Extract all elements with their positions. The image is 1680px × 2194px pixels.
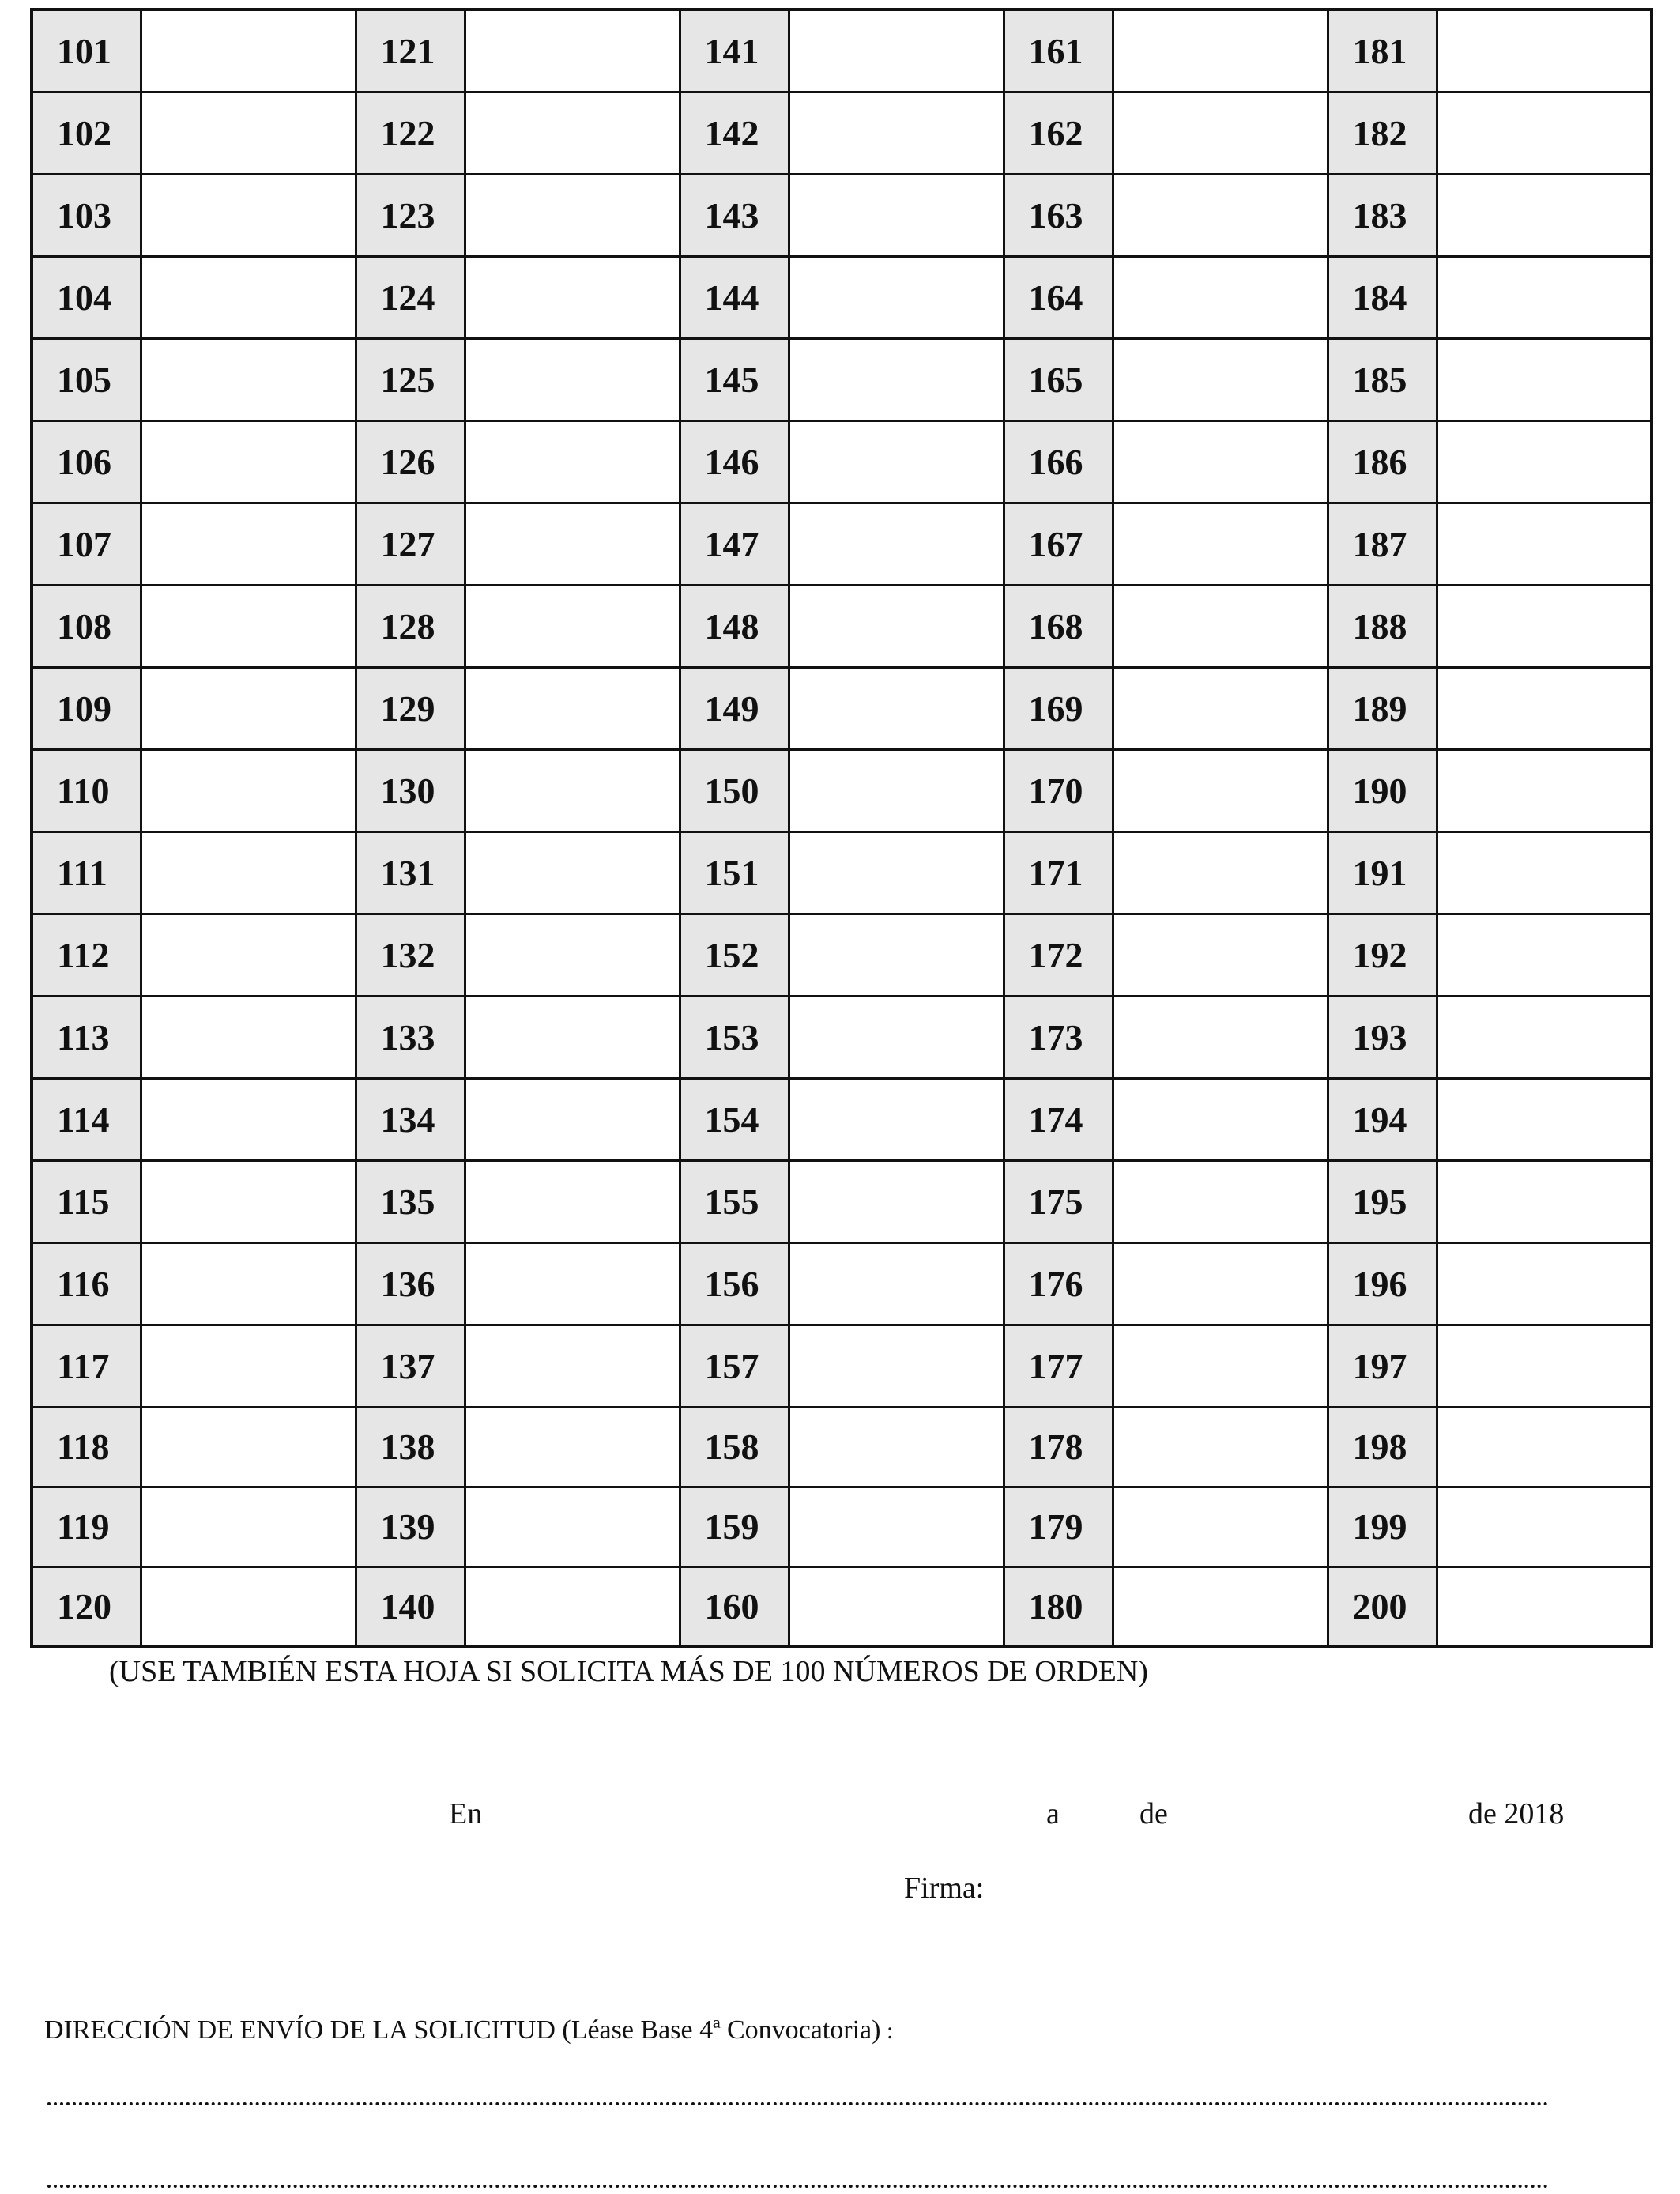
date-line-en: En: [449, 1797, 483, 1830]
order-number-cell: 138: [356, 1407, 465, 1487]
entry-cell[interactable]: [141, 92, 356, 174]
grid-row: [32, 92, 1652, 174]
order-number-cell: 104: [32, 256, 141, 338]
entry-cell[interactable]: [789, 914, 1004, 996]
order-number-cell: 191: [1328, 831, 1437, 914]
entry-cell[interactable]: [789, 585, 1004, 667]
order-number-cell: 113: [32, 996, 141, 1078]
entry-cell[interactable]: [1113, 585, 1328, 667]
order-number-cell: 124: [356, 256, 465, 338]
order-number-cell: 189: [1328, 667, 1437, 749]
order-number-cell: 199: [1328, 1487, 1437, 1566]
entry-cell[interactable]: [1437, 338, 1652, 420]
entry-cell[interactable]: [141, 749, 356, 831]
grid-row: [32, 914, 1652, 996]
order-number-cell: 194: [1328, 1078, 1437, 1160]
entry-cell[interactable]: [1437, 503, 1652, 585]
order-number-cell: 143: [680, 174, 789, 256]
entry-cell[interactable]: [1113, 9, 1328, 92]
entry-cell[interactable]: [465, 174, 680, 256]
entry-cell[interactable]: [1437, 1325, 1652, 1407]
order-number-cell: 137: [356, 1325, 465, 1407]
grid-row: [32, 1407, 1652, 1487]
grid-row: [32, 749, 1652, 831]
entry-cell[interactable]: [465, 914, 680, 996]
entry-cell[interactable]: [1113, 1078, 1328, 1160]
order-number-cell: 181: [1328, 9, 1437, 92]
entry-cell[interactable]: [1113, 1242, 1328, 1325]
entry-cell[interactable]: [465, 667, 680, 749]
grid-body: [32, 9, 1652, 1646]
entry-cell[interactable]: [141, 1242, 356, 1325]
order-number-cell: 187: [1328, 503, 1437, 585]
entry-cell[interactable]: [1437, 9, 1652, 92]
entry-cell[interactable]: [465, 831, 680, 914]
entry-cell[interactable]: [465, 92, 680, 174]
entry-cell[interactable]: [1113, 1487, 1328, 1566]
entry-cell[interactable]: [789, 174, 1004, 256]
grid-row: [32, 1160, 1652, 1242]
order-number-cell: 105: [32, 338, 141, 420]
order-number-cell: 136: [356, 1242, 465, 1325]
grid-row: [32, 1242, 1652, 1325]
order-number-cell: 176: [1004, 1242, 1113, 1325]
order-number-cell: 114: [32, 1078, 141, 1160]
entry-cell[interactable]: [465, 1325, 680, 1407]
grid-row: [32, 831, 1652, 914]
entry-cell[interactable]: [789, 92, 1004, 174]
entry-cell[interactable]: [1113, 256, 1328, 338]
grid-row: [32, 996, 1652, 1078]
order-number-cell: 163: [1004, 174, 1113, 256]
order-number-cell: 110: [32, 749, 141, 831]
order-number-cell: 154: [680, 1078, 789, 1160]
order-number-cell: 182: [1328, 92, 1437, 174]
grid-row: [32, 1078, 1652, 1160]
entry-cell[interactable]: [141, 420, 356, 503]
entry-cell[interactable]: [465, 1566, 680, 1646]
entry-cell[interactable]: [1113, 92, 1328, 174]
entry-cell[interactable]: [465, 585, 680, 667]
usage-note: (USE TAMBIÉN ESTA HOJA SI SOLICITA MÁS DE 100 NÚMEROS DE ORDEN): [109, 1655, 1148, 1688]
entry-cell[interactable]: [1437, 92, 1652, 174]
date-line-year: de 2018: [1468, 1797, 1565, 1830]
order-number-cell: 147: [680, 503, 789, 585]
entry-cell[interactable]: [465, 256, 680, 338]
order-number-cell: 159: [680, 1487, 789, 1566]
entry-cell[interactable]: [465, 996, 680, 1078]
order-number-cell: 197: [1328, 1325, 1437, 1407]
order-number-cell: 109: [32, 667, 141, 749]
entry-cell[interactable]: [141, 996, 356, 1078]
order-number-cell: 177: [1004, 1325, 1113, 1407]
grid-row: [32, 9, 1652, 92]
entry-cell[interactable]: [789, 831, 1004, 914]
entry-cell[interactable]: [1113, 1325, 1328, 1407]
order-number-cell: 125: [356, 338, 465, 420]
address-line-1[interactable]: [47, 2102, 1549, 2105]
entry-cell[interactable]: [789, 503, 1004, 585]
entry-cell[interactable]: [141, 585, 356, 667]
order-number-cell: 174: [1004, 1078, 1113, 1160]
order-number-cell: 150: [680, 749, 789, 831]
entry-cell[interactable]: [1437, 749, 1652, 831]
order-number-cell: 134: [356, 1078, 465, 1160]
entry-cell[interactable]: [141, 174, 356, 256]
entry-cell[interactable]: [1437, 1566, 1652, 1646]
entry-cell[interactable]: [1113, 667, 1328, 749]
order-number-cell: 115: [32, 1160, 141, 1242]
entry-cell[interactable]: [141, 1325, 356, 1407]
entry-cell[interactable]: [1437, 1487, 1652, 1566]
order-number-cell: 193: [1328, 996, 1437, 1078]
order-number-cell: 170: [1004, 749, 1113, 831]
order-number-cell: 198: [1328, 1407, 1437, 1487]
entry-cell[interactable]: [1437, 174, 1652, 256]
entry-cell[interactable]: [465, 1078, 680, 1160]
shipping-address-colon: :: [880, 2018, 894, 2044]
order-number-cell: 167: [1004, 503, 1113, 585]
entry-cell[interactable]: [789, 1325, 1004, 1407]
order-number-cell: 169: [1004, 667, 1113, 749]
order-number-cell: 119: [32, 1487, 141, 1566]
order-number-cell: 183: [1328, 174, 1437, 256]
grid-row: [32, 338, 1652, 420]
entry-cell[interactable]: [789, 9, 1004, 92]
order-number-cell: 107: [32, 503, 141, 585]
address-line-2[interactable]: [47, 2185, 1549, 2188]
entry-cell[interactable]: [141, 338, 356, 420]
shipping-address-label: [44, 2017, 893, 2044]
entry-cell[interactable]: [1437, 996, 1652, 1078]
entry-cell[interactable]: [141, 1160, 356, 1242]
order-number-cell: 131: [356, 831, 465, 914]
entry-cell[interactable]: [789, 1487, 1004, 1566]
order-number-cell: 148: [680, 585, 789, 667]
grid-row: [32, 667, 1652, 749]
order-number-cell: 139: [356, 1487, 465, 1566]
entry-cell[interactable]: [789, 338, 1004, 420]
entry-cell[interactable]: [141, 914, 356, 996]
signature-label: Firma:: [904, 1872, 985, 1905]
grid-row: [32, 1487, 1652, 1566]
entry-cell[interactable]: [1113, 996, 1328, 1078]
order-number-cell: 145: [680, 338, 789, 420]
order-number-cell: 153: [680, 996, 789, 1078]
entry-cell[interactable]: [465, 749, 680, 831]
entry-cell[interactable]: [789, 749, 1004, 831]
order-number-cell: 141: [680, 9, 789, 92]
entry-cell[interactable]: [465, 1487, 680, 1566]
entry-cell[interactable]: [141, 1407, 356, 1487]
entry-cell[interactable]: [789, 1160, 1004, 1242]
order-number-cell: 180: [1004, 1566, 1113, 1646]
entry-cell[interactable]: [789, 1078, 1004, 1160]
order-number-cell: 132: [356, 914, 465, 996]
entry-cell[interactable]: [465, 1160, 680, 1242]
order-number-cell: 158: [680, 1407, 789, 1487]
entry-cell[interactable]: [141, 1566, 356, 1646]
order-number-cell: 171: [1004, 831, 1113, 914]
entry-cell[interactable]: [1437, 1160, 1652, 1242]
order-number-cell: 118: [32, 1407, 141, 1487]
order-number-cell: 130: [356, 749, 465, 831]
order-number-cell: 173: [1004, 996, 1113, 1078]
order-number-cell: 161: [1004, 9, 1113, 92]
entry-cell[interactable]: [141, 256, 356, 338]
entry-cell[interactable]: [789, 996, 1004, 1078]
order-number-cell: 178: [1004, 1407, 1113, 1487]
entry-cell[interactable]: [1113, 831, 1328, 914]
order-number-grid: [30, 8, 1653, 1648]
entry-cell[interactable]: [1113, 1407, 1328, 1487]
order-number-cell: 185: [1328, 338, 1437, 420]
order-number-cell: 188: [1328, 585, 1437, 667]
entry-cell[interactable]: [1113, 338, 1328, 420]
order-number-cell: 128: [356, 585, 465, 667]
grid-row: [32, 503, 1652, 585]
order-number-cell: 123: [356, 174, 465, 256]
order-number-cell: 127: [356, 503, 465, 585]
entry-cell[interactable]: [1437, 1407, 1652, 1487]
order-number-cell: 184: [1328, 256, 1437, 338]
entry-cell[interactable]: [1113, 1160, 1328, 1242]
entry-cell[interactable]: [789, 256, 1004, 338]
entry-cell[interactable]: [789, 1407, 1004, 1487]
entry-cell[interactable]: [1113, 503, 1328, 585]
order-number-cell: 179: [1004, 1487, 1113, 1566]
order-number-cell: 166: [1004, 420, 1113, 503]
entry-cell[interactable]: [465, 1242, 680, 1325]
grid-row: [32, 585, 1652, 667]
order-number-cell: 157: [680, 1325, 789, 1407]
order-number-cell: 155: [680, 1160, 789, 1242]
entry-cell[interactable]: [1437, 256, 1652, 338]
entry-cell[interactable]: [141, 503, 356, 585]
order-number-cell: 172: [1004, 914, 1113, 996]
order-number-cell: 112: [32, 914, 141, 996]
order-number-cell: 117: [32, 1325, 141, 1407]
entry-cell[interactable]: [141, 831, 356, 914]
order-number-cell: 200: [1328, 1566, 1437, 1646]
order-number-cell: 152: [680, 914, 789, 996]
date-line-de: de: [1139, 1797, 1168, 1830]
entry-cell[interactable]: [465, 9, 680, 92]
order-number-cell: 122: [356, 92, 465, 174]
order-number-cell: 101: [32, 9, 141, 92]
order-number-cell: 144: [680, 256, 789, 338]
entry-cell[interactable]: [1437, 667, 1652, 749]
entry-cell[interactable]: [141, 1487, 356, 1566]
order-number-cell: 111: [32, 831, 141, 914]
order-number-cell: 133: [356, 996, 465, 1078]
order-number-cell: 103: [32, 174, 141, 256]
order-number-cell: 192: [1328, 914, 1437, 996]
order-number-cell: 165: [1004, 338, 1113, 420]
entry-cell[interactable]: [141, 1078, 356, 1160]
entry-cell[interactable]: [465, 338, 680, 420]
entry-cell[interactable]: [1113, 914, 1328, 996]
entry-cell[interactable]: [141, 9, 356, 92]
order-number-cell: 140: [356, 1566, 465, 1646]
order-number-cell: 121: [356, 9, 465, 92]
order-number-cell: 186: [1328, 420, 1437, 503]
order-number-cell: 195: [1328, 1160, 1437, 1242]
shipping-address-text: DIRECCIÓN DE ENVÍO DE LA SOLICITUD (Léase Base 4ª Convocatoria): [44, 2015, 881, 2045]
order-number-cell: 108: [32, 585, 141, 667]
entry-cell[interactable]: [141, 667, 356, 749]
entry-cell[interactable]: [789, 667, 1004, 749]
order-number-cell: 164: [1004, 256, 1113, 338]
order-number-cell: 116: [32, 1242, 141, 1325]
entry-cell[interactable]: [1437, 1078, 1652, 1160]
order-number-cell: 162: [1004, 92, 1113, 174]
entry-cell[interactable]: [465, 503, 680, 585]
order-number-cell: 149: [680, 667, 789, 749]
order-number-cell: 135: [356, 1160, 465, 1242]
entry-cell[interactable]: [1437, 420, 1652, 503]
date-line-a: a: [1046, 1797, 1060, 1830]
entry-cell[interactable]: [1113, 749, 1328, 831]
entry-cell[interactable]: [1437, 831, 1652, 914]
entry-cell[interactable]: [789, 1566, 1004, 1646]
order-number-cell: 196: [1328, 1242, 1437, 1325]
entry-cell[interactable]: [1113, 174, 1328, 256]
order-number-cell: 106: [32, 420, 141, 503]
entry-cell[interactable]: [1113, 1566, 1328, 1646]
order-number-cell: 126: [356, 420, 465, 503]
order-number-cell: 146: [680, 420, 789, 503]
entry-cell[interactable]: [1437, 585, 1652, 667]
entry-cell[interactable]: [465, 1407, 680, 1487]
grid-row: [32, 1325, 1652, 1407]
order-number-cell: 142: [680, 92, 789, 174]
order-number-cell: 190: [1328, 749, 1437, 831]
order-number-cell: 156: [680, 1242, 789, 1325]
entry-cell[interactable]: [789, 420, 1004, 503]
entry-cell[interactable]: [1437, 914, 1652, 996]
entry-cell[interactable]: [1113, 420, 1328, 503]
order-number-cell: 129: [356, 667, 465, 749]
entry-cell[interactable]: [1437, 1242, 1652, 1325]
grid-row: [32, 420, 1652, 503]
grid-row: [32, 256, 1652, 338]
order-number-cell: 160: [680, 1566, 789, 1646]
grid-row: [32, 1566, 1652, 1646]
order-number-cell: 120: [32, 1566, 141, 1646]
entry-cell[interactable]: [465, 420, 680, 503]
order-number-cell: 168: [1004, 585, 1113, 667]
order-number-cell: 151: [680, 831, 789, 914]
grid-row: [32, 174, 1652, 256]
order-number-cell: 175: [1004, 1160, 1113, 1242]
entry-cell[interactable]: [789, 1242, 1004, 1325]
order-number-cell: 102: [32, 92, 141, 174]
